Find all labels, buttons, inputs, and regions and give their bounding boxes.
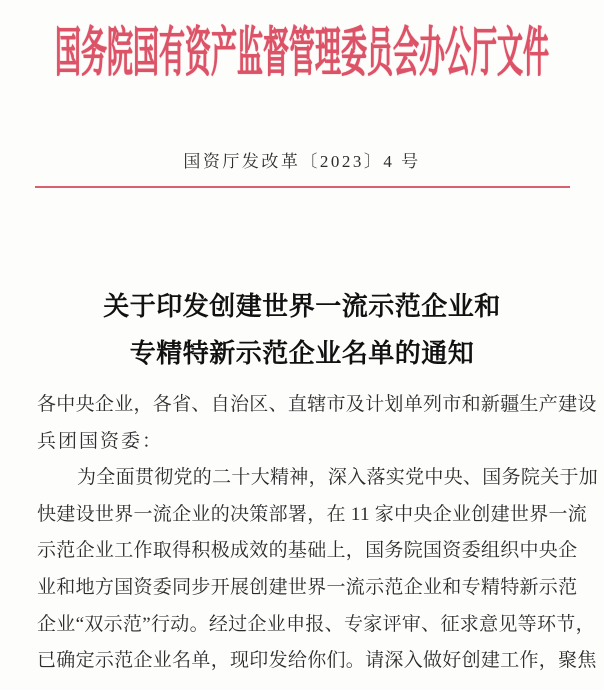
body-paragraphs bbox=[37, 387, 599, 680]
red-separator-line bbox=[35, 186, 570, 188]
document-number: 国资厅发改革〔2023〕4 号 bbox=[183, 152, 421, 171]
title-line-2: 专精特新示范企业名单的通知 bbox=[129, 339, 475, 368]
body-line: 企业“双示范”行动。经过企业申报、专家评审、征求意见等环节， bbox=[37, 613, 595, 635]
body-line-salutation: 兵团国资委： bbox=[37, 430, 164, 452]
body-line: 示范企业工作取得积极成效的基础上，国务院国资委组织中央企 bbox=[37, 540, 578, 562]
body-line: 各中央企业，各省、自治区、直辖市及计划单列市和新疆生产建设 bbox=[37, 394, 597, 415]
letterhead-agency-name: 国务院国有资产监督管理委员会办公厅文件 bbox=[54, 23, 549, 83]
body-line: 业和地方国资委同步开展创建世界一流示范企业和专精特新示范 bbox=[37, 576, 578, 598]
body-line: 已确定示范企业名单，现印发给你们。请深入做好创建工作，聚焦 bbox=[37, 650, 597, 672]
body-line: 快建设世界一流企业的决策部署，在 11 家中央企业创建世界一流 bbox=[37, 503, 588, 525]
title-line-1: 关于印发创建世界一流示范企业和 bbox=[103, 292, 501, 321]
body-line: 为全面贯彻党的二十大精神，深入落实党中央、国务院关于加 bbox=[77, 467, 599, 489]
document-title bbox=[0, 283, 604, 377]
